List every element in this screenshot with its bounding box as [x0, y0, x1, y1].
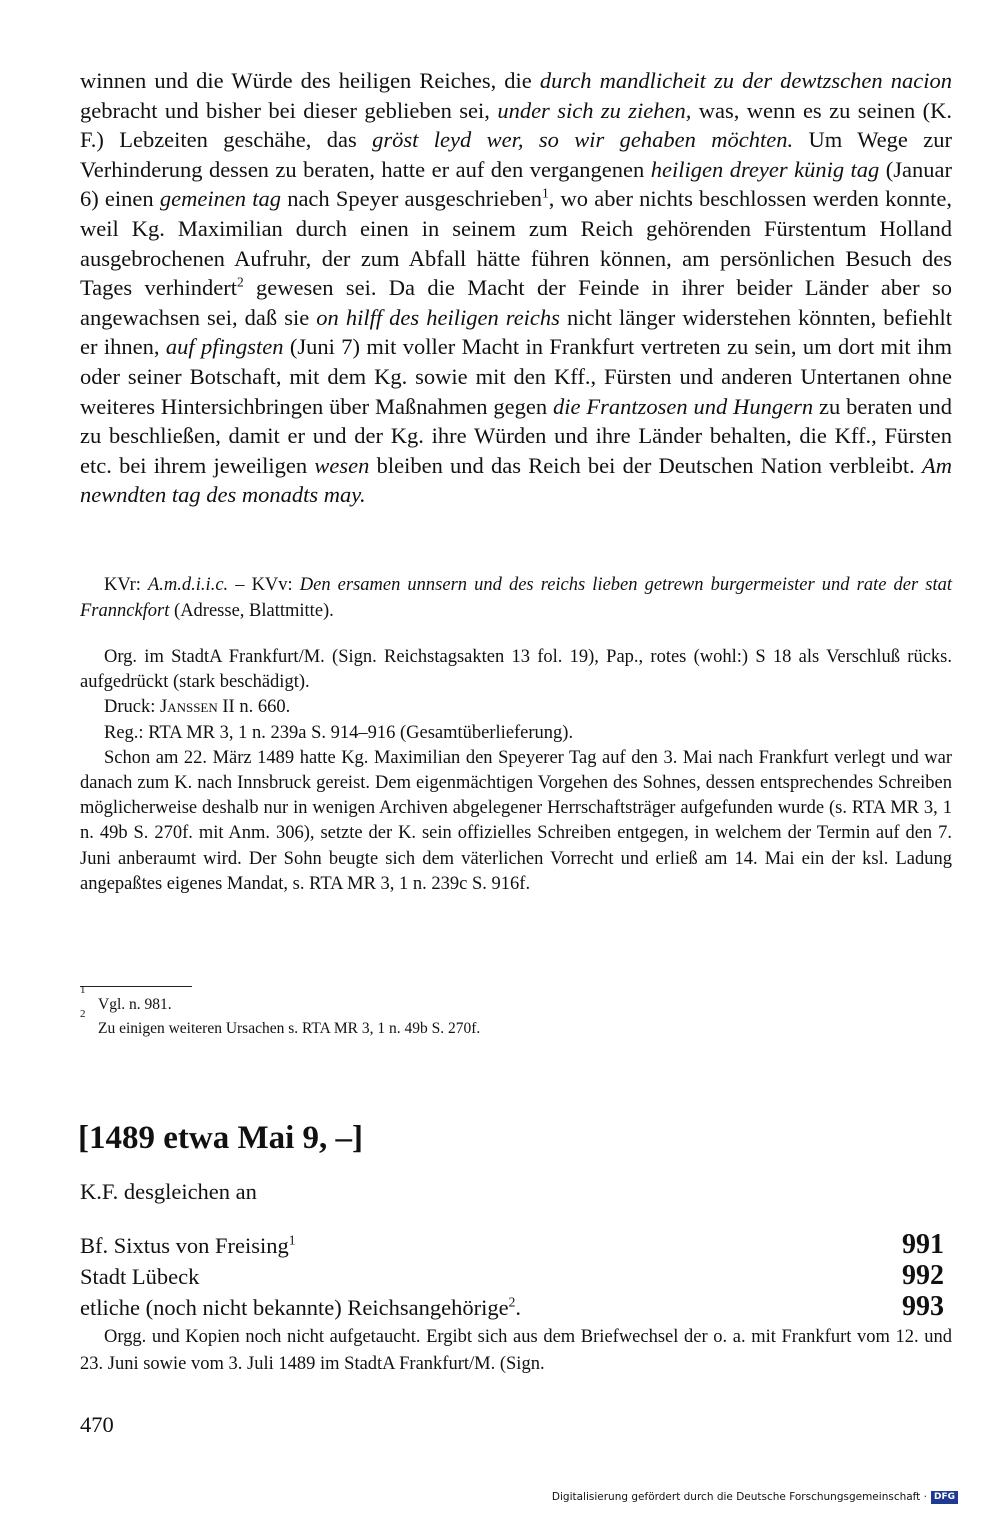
document-number: 991 [902, 1229, 944, 1260]
footnote: 1 Vgl. n. 981. [80, 984, 172, 1013]
footnotes [80, 984, 952, 1041]
section-heading: [1489 etwa Mai 9, –] [78, 1120, 364, 1156]
footnote-ref: 1 [541, 185, 549, 201]
section-intro: K.F. desgleichen an [80, 1179, 257, 1204]
reg-note: Reg.: RTA MR 3, 1 n. 239a S. 914–916 (Gesamtüberlieferung). [104, 722, 574, 743]
main-text [80, 66, 952, 510]
druck-note: Druck: Janssen II n. 660. [104, 697, 291, 718]
footnote: 2 Zu einigen weiteren Ursachen s. RTA MR 3, 1 n. 49b S. 270f. [80, 1008, 481, 1037]
quote: under sich zu ziehen, [497, 97, 692, 123]
funding-credit: Digitalisierung gefördert durch die Deutsche Forschungsgemeinschaft · DFG [552, 1490, 958, 1504]
quote: auf pfingsten [165, 334, 284, 360]
recipient-list [80, 1230, 944, 1323]
section-description: Orgg. und Kopien noch nicht aufgetaucht. Ergibt sich aus dem Briefwechsel der o. a. mit Frankfurt vom 12. und 23. Juni sowie vom 3. Juli 1489 im StadtA Frankfurt/M. (Sign. [80, 1327, 952, 1374]
quote: Am newndten tag des monadts may. [80, 452, 952, 508]
source-notes [80, 645, 952, 897]
list-item: etliche (noch nicht bekannte) Reichsangehörige$^2$. 993 [80, 1291, 944, 1322]
quote: durch mandlicheit zu der dewtzschen nacion [539, 68, 952, 93]
org-note: Org. im StadtA Frankfurt/M. (Sign. Reichstagsakten 13 fol. 19), Pap., rotes (wohl:) S 18 als Verschluß rücks. aufgedrückt (stark beschädigt). [80, 647, 952, 693]
quote: gemeinen tag [159, 186, 281, 212]
footnote-divider [80, 986, 192, 987]
document-number: 992 [902, 1260, 944, 1291]
list-item: Bf. Sixtus von Freising$^1$ 991 [80, 1229, 944, 1260]
commentary-note: Schon am 22. März 1489 hatte Kg. Maximilian den Speyerer Tag auf den 3. Mai nach Frankfurt verlegt und war danach zum K. nach Innsbruck gereist. Dem eigenmächtigen Vorgehen des Sohnes, dessen entsprechendes Schreiben möglicherweise deshalb nur in wenigen Archiven abgelegener Herrschaftsträger aufgefunden wurde (s. RTA MR 3, 1 n. 49b S. 270f. mit Anm. 306), setzte der K. sein offizielles Schreiben entgegen, in welchem der Termin auf den 7. Juni anberaumt wird. Der Sohn beugte sich dem väterlichen Vorrecht und erließ am 14. Mai ein der ksl. Ladung angepaßtes eigenes Mandat, s. RTA MR 3, 1 n. 239c S. 916f. [80, 747, 952, 894]
quote: on hilff des heiligen reichs [316, 304, 560, 330]
kv-note: KVr: A.m.d.i.i.c. – KVv: Den ersamen unnsern und des reichs lieben getrewn burgermeister und rate der stat Frannckfort (Adresse, Blattmitte). [80, 575, 952, 621]
main-paragraph: winnen und die Würde des heiligen Reiches, die durch mandlicheit zu der dewtzschen nacion gebracht und bisher bei dieser geblieben sei, under sich zu ziehen, was, wenn es zu seinen (K. F.) Lebzeiten geschähe, das gröst leyd wer, so wir gehaben möchten. Um Wege zur Verhinderung dessen zu beraten, hatte er auf den vergangenen heiligen dreyer künig tag (Januar 6) einen gemeinen tag nach Speyer ausgeschrieben$^1$, wo aber nichts beschlossen werden konnte, weil Kg. Maximilian durch einen in seinem zum Reich gehörenden Fürstentum Holland ausgebrochenen Aufruhr, der zum Abfall hätte führen können, am persönlichen Besuch des Tages verhindert$^2$ gewesen sei. Da die Macht der Feinde in ihrer beider Länder aber so angewachsen sei, daß sie on hilff des heiligen reichs nicht länger widerstehen könnten, befiehlt er ihnen, auf pfingsten (Juni 7) mit voller Macht in Frankfurt vertreten zu sein, um dort mit ihm oder seiner Botschaft, mit dem Kg. sowie mit den Kff., Fürsten und anderen Untertanen ohne weiteres Hintersichbringen über Maßnahmen gegen die Frantzosen und Hungern zu beraten und zu beschließen, damit er und der Kg. ihre Würden und ihre Länder behalten, die Kff., Fürsten etc. bei ihrem jeweiligen wesen bleiben und das Reich bei der Deutschen Nation verbleibt. Am newndten tag des monadts may. [80, 68, 953, 508]
dfg-logo-icon: DFG [931, 1491, 958, 1504]
quote: heiligen dreyer künig tag [650, 156, 880, 182]
document-number: 993 [902, 1291, 944, 1322]
quote: die Frantzosen und Hungern [553, 393, 814, 419]
quote: gröst leyd wer, so wir gehaben möchten. [372, 127, 794, 153]
quote: wesen [314, 452, 370, 478]
footnote-ref: 2 [236, 274, 244, 290]
list-item: Stadt Lübeck 992 [80, 1260, 944, 1291]
page-number: 470 [80, 1412, 114, 1437]
